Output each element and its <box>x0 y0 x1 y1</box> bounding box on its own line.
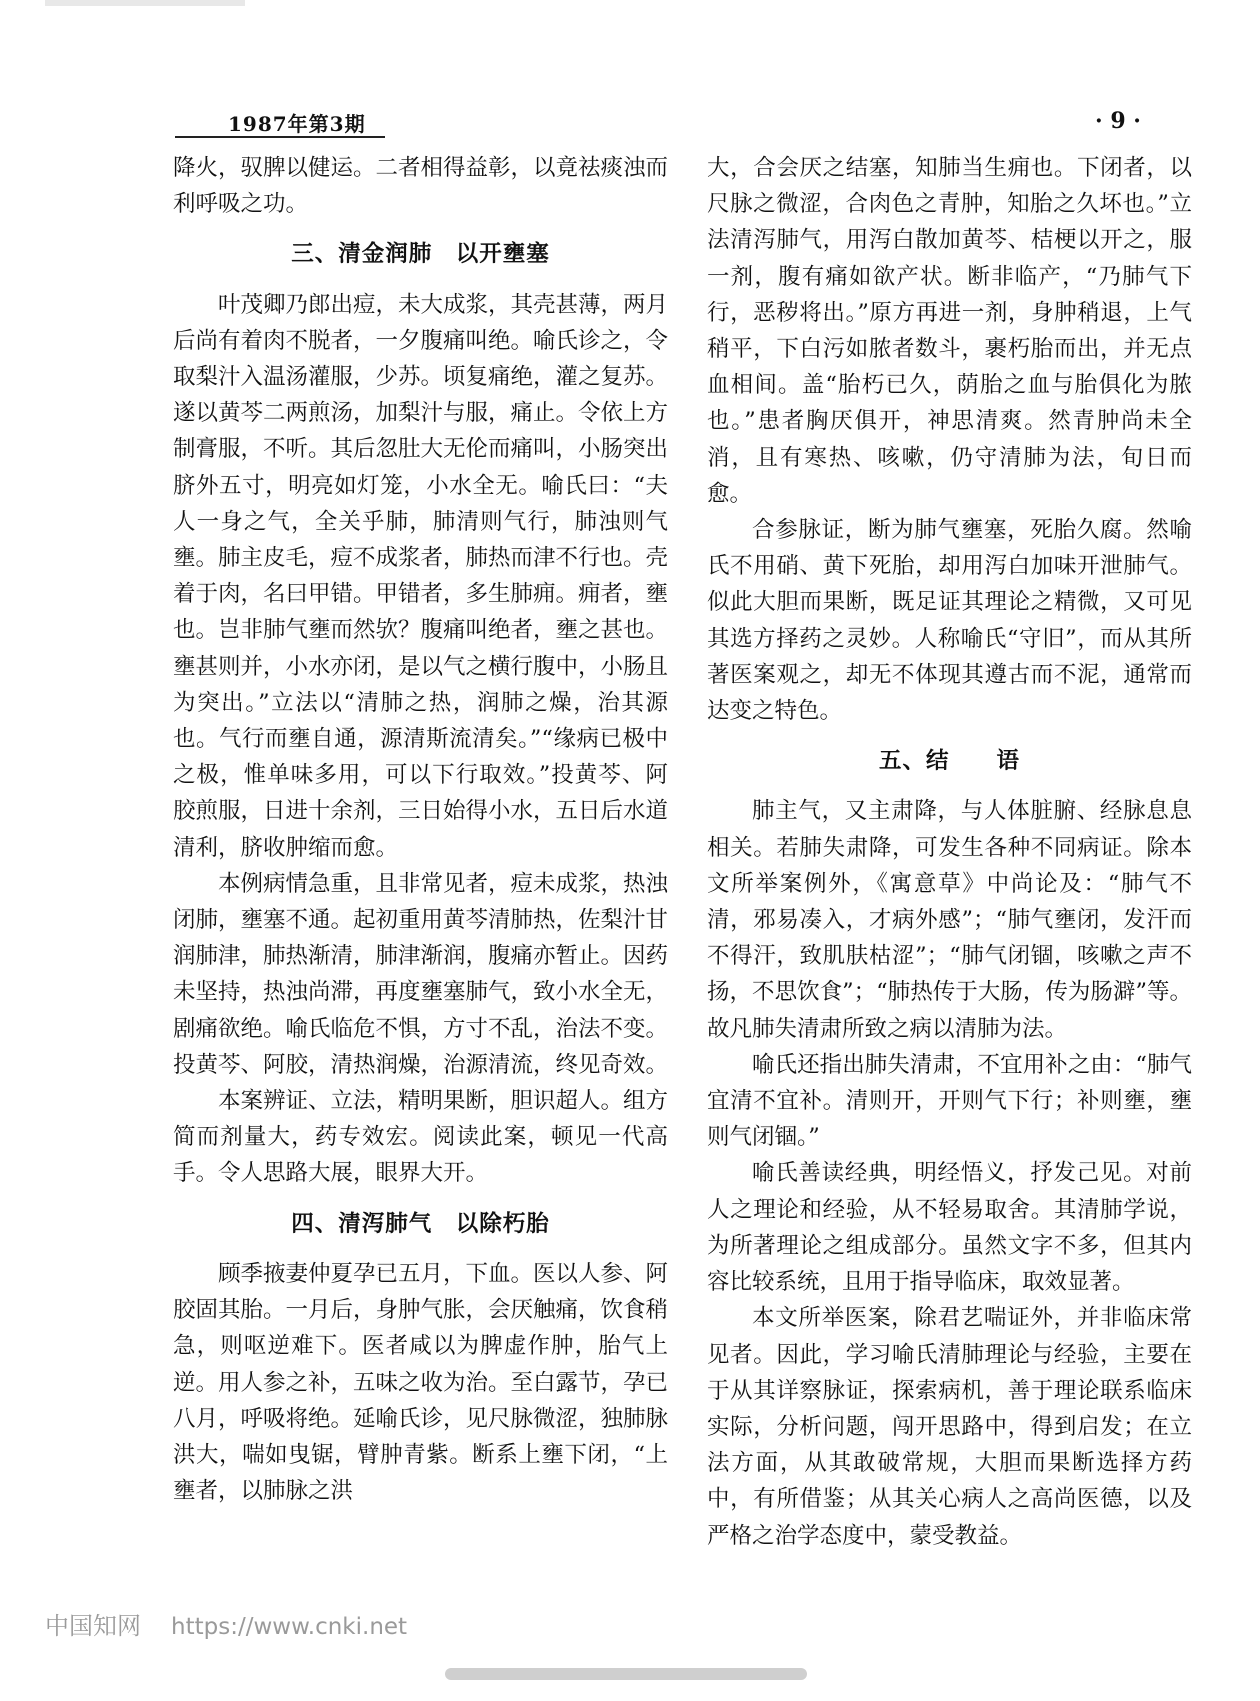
section-heading: 五、结 语 <box>878 748 1020 775</box>
paragraph: 叶茂卿乃郎出痘，未大成浆，其壳甚薄，两月后尚有着肉不脱者，一夕腹痛叫绝。喻氏诊之，令取梨汁入温汤灌服，少苏。顷复痛绝，灌之复苏。遂以黄芩二两煎汤，加梨汁与服，痛止。令依上方制膏服，不听。其后忽肚大无伦而痛叫，小肠突出脐外五寸，明亮如灯笼，小水全无。喻氏曰：“夫人一身之气，全关乎肺，肺清则气行，肺浊则气壅。肺主皮毛，痘不成浆者，肺热而津不行也。壳着于肉，名曰甲错。甲错者，多生肺痈。痈者，壅也。岂非肺气壅而然欤？腹痛叫绝者，壅之甚也。壅甚则并，小水亦闭，是以气之横行腹中，小肠且为突出。”立法以“清肺之热，润肺之燥，治其源也。气行而壅自通，源清斯流清矣。”“缘病已极中之极，惟单味多用，可以下行取效。”投黄芩、阿胶煎服，日进十余剂，三日始得小水，五日后水道清利，脐收肿缩而愈。 <box>173 291 669 861</box>
cnki-logo-text: 中国知网 <box>45 1612 141 1640</box>
section-heading: 四、清泻肺气 以除朽胎 <box>291 1210 550 1237</box>
paragraph: 顾季掖妻仲夏孕已五月，下血。医以人参、阿胶固其胎。一月后，身肿气胀，会厌触痛，饮食稍急，则呕逆难下。医者咸以为脾虚作肿，胎气上逆。用人参之补，五味之收为治。至白露节，孕已八月，呼吸将绝。延喻氏诊，见尺脉微涩，独肺脉洪大，喘如曳锯，臂肿青紫。断系上壅下闭，“上壅者，以肺脉之洪 <box>173 1260 669 1505</box>
issue-header: 1987年第3期 <box>228 112 366 136</box>
header-rule <box>175 136 385 138</box>
left-column <box>173 150 668 1509</box>
cnki-url[interactable]: https://www.cnki.net <box>171 1614 408 1640</box>
paragraph: 大，合会厌之结塞，知肺当生痈也。下闭者，以尺脉之微涩，合肉色之青肿，知胎之久坏也。”立法清泻肺气，用泻白散加黄芩、桔梗以开之，服一剂，腹有痛如欲产状。断非临产，“乃肺气下行，恶秽将出。”原方再进一剂，身肿稍退，上气稍平，下白污如脓者数斗，裹朽胎而出，并无点血相间。盖“胎朽已久，荫胎之血与胎俱化为脓也。”患者胸厌俱开，神思清爽。然青肿尚未全消，且有寒热、咳嗽，仍守清肺为法，旬日而愈。 <box>707 155 1192 507</box>
paragraph: 喻氏还指出肺失清肃，不宜用补之由：“肺气宜清不宜补。清则开，开则气下行；补则壅，壅则气闭锢。” <box>707 1051 1192 1151</box>
paragraph: 肺主气，又主肃降，与人体脏腑、经脉息息相关。若肺失肃降，可发生各种不同病证。除本文所举案例外，《寓意草》中尚论及：“肺气不清，邪易凑入，才病外感”；“肺气壅闭，发汗而不得汗，致肌肤枯涩”；“肺气闭锢，咳嗽之声不扬，不思饮食”；“肺热传于大肠，传为肠澼”等。故凡肺失清肃所致之病以清肺为法。 <box>707 798 1192 1042</box>
paragraph: 本文所举医案，除君艺喘证外，并非临床常见者。因此，学习喻氏清肺理论与经验，主要在于从其详察脉证，探索病机，善于理论联系临床实际，分析问题，闯开思路中，得到启发；在立法方面，从其敢破常规，大胆而果断选择方药中，有所借鉴；从其关心病人之高尚医德，以及严格之治学态度中，蒙受教益。 <box>707 1305 1192 1549</box>
paragraph: 合参脉证，断为肺气壅塞，死胎久腐。然喻氏不用硝、黄下死胎，却用泻白加味开泄肺气。似此大胆而果断，既足证其理论之精微，又可见其选方择药之灵妙。人称喻氏“守旧”，而从其所著医案观之，却无不体现其遵古而不泥，通常而达变之特色。 <box>707 517 1192 725</box>
right-column <box>707 150 1192 1554</box>
horizontal-scrollbar[interactable] <box>445 1668 807 1680</box>
paragraph: 本例病情急重，且非常见者，痘未成浆，热浊闭肺，壅塞不通。起初重用黄芩清肺热，佐梨汁甘润肺津，肺热渐清，肺津渐润，腹痛亦暂止。因药未坚持，热浊尚滞，再度壅塞肺气，致小水全无，剧痛欲绝。喻氏临危不惧，方寸不乱，治法不变。投黄芩、阿胶，清热润燥，治源清流，终见奇效。 <box>173 870 669 1078</box>
section-heading: 三、清金润肺 以开壅塞 <box>291 241 550 268</box>
page-number: · 9 · <box>1095 108 1141 134</box>
scan-edge-mark <box>45 0 245 6</box>
paragraph: 喻氏善读经典，明经悟义，抒发己见。对前人之理论和经验，从不轻易取舍。其清肺学说，为所著理论之组成部分。虽然文字不多，但其内容比较系统，且用于指导临床，取效显著。 <box>707 1160 1192 1296</box>
paragraph: 本案辨证、立法，精明果断，胆识超人。组方简而剂量大，药专效宏。阅读此案，顿见一代高手。令人思路大展，眼界大开。 <box>173 1088 669 1187</box>
paragraph: 降火，驭脾以健运。二者相得益彰，以竟祛痰浊而利呼吸之功。 <box>173 155 669 218</box>
cnki-watermark <box>45 1606 407 1641</box>
